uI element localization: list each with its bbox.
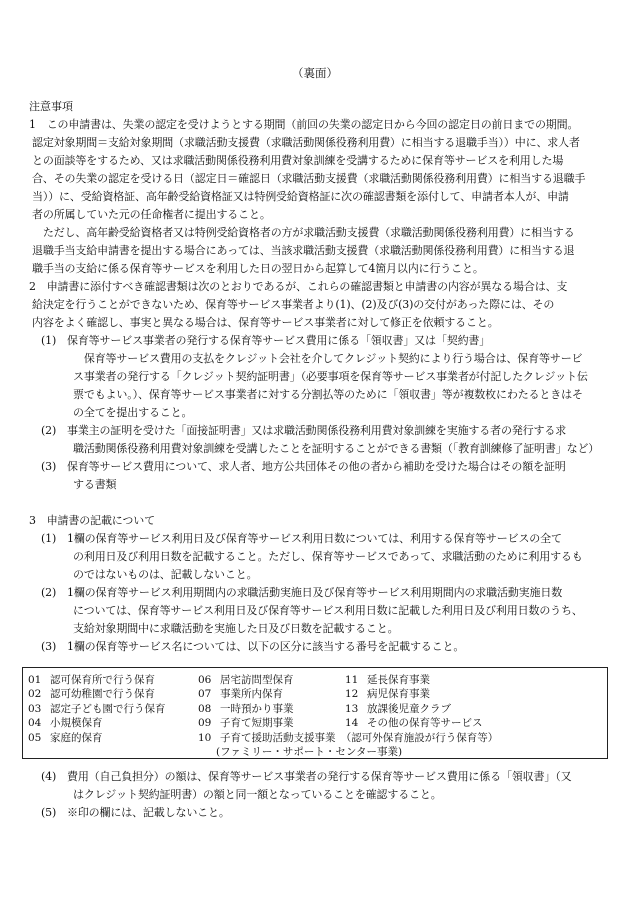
item3-sub2-line: 支給対象期間中に求職活動を実施した日及び日数を記載すること。 xyxy=(73,622,399,635)
page-title: （裏面） xyxy=(292,66,338,80)
note-item-2 xyxy=(29,278,609,494)
notes-heading-block xyxy=(29,98,609,116)
item3-sub3-line: (3) 1欄の保育等サービス名については、以下の区分に該当する番号を記載すること。 xyxy=(41,640,465,653)
service-entry: 12 病児保育事業 xyxy=(345,688,430,701)
item1-line: 職手当の支給に係る保育等サービスを利用した日の翌日から起算して4箇月以内に行うこと。 xyxy=(32,262,484,275)
notes-heading: 注意事項 xyxy=(29,100,73,113)
service-entry: 11 延長保育事業 xyxy=(345,674,430,686)
service-entry: 08 一時預かり事業 xyxy=(198,702,294,715)
item3-sub1-line: の利用日及び利用日数を記載すること。ただし、保育等サービスであって、求職活動のために利用するも xyxy=(73,550,583,563)
item3-sub1-line: (1) 1欄の保育等サービス利用日及び保育等サービス利用日数については、利用する保育等サービスの全て xyxy=(41,532,562,545)
item2-sub1-line: ス事業者の発行する「クレジット契約証明書」（必要事項を保育等サービス事業者が付記したクレジット伝 xyxy=(73,370,588,383)
item3-sub4-line: はクレジット契約証明書）の額と同一額となっていることを確認すること。 xyxy=(73,788,442,801)
service-column-1 xyxy=(28,673,166,745)
item2-line: 内容をよく確認し、事実と異なる場合は、保育等サービス事業者に対して修正を依頼すること。 xyxy=(32,316,499,329)
service-entry-note: (ファミリー・サポート・センター事業) xyxy=(216,746,403,759)
note-item-3 xyxy=(29,512,609,656)
service-category-box xyxy=(22,667,608,759)
service-entry: 01 認可保育所で行う保育 xyxy=(28,674,155,686)
note-item-1 xyxy=(29,116,609,278)
item3-sub1-line: のではないものは、記載しないこと。 xyxy=(73,568,258,581)
service-entry: 05 家庭的保育 xyxy=(28,731,103,744)
item3-sub4-line: (4) 費用（自己負担分）の額は、保育等サービス事業者の発行する保育等サービス費用に係る「領収書」（又 xyxy=(41,770,572,783)
item2-line: 2 申請書に添付すべき確認書類は次のとおりであるが、これらの確認書類と申請書の内容が異なる場合は、支 xyxy=(29,280,568,293)
item2-sub1-line: 保育等サービス費用の支払をクレジット会社を介してクレジット契約により行う場合は、保育等サービ xyxy=(73,352,583,365)
service-entry: 06 居宅訪問型保育 xyxy=(198,674,294,686)
item2-sub2-line: 職活動関係役務利用費対象訓練を受講したことを証明することができる書類（「教育訓練修了証明書」など） xyxy=(73,442,600,455)
item1-line: 者の所属していた元の任命権者に提出すること。 xyxy=(32,208,271,221)
service-entry: 14 その他の保育等サービス xyxy=(345,717,483,730)
service-entry: 02 認可幼稚園で行う保育 xyxy=(28,688,155,701)
item1-line: 認定対象期間＝支給対象期間（求職活動支援費（求職活動関係役務利用費）に相当する退職手当））中に、求人者 xyxy=(32,136,580,149)
item3-heading: 3 申請書の記載について xyxy=(29,514,155,527)
item2-sub3-line: する書類 xyxy=(73,478,117,491)
item3-sub5-line: (5) ※印の欄には、記載しないこと。 xyxy=(41,806,230,819)
service-entry: 09 子育て短期事業 xyxy=(198,717,294,730)
item1-line: との面談等をするため、又は求職活動関係役務利用費対象訓練を受講するために保育等サービスを利用した場 xyxy=(32,154,564,167)
item1-line: 1 この申請書は、失業の認定を受けようとする期間（前回の失業の認定日から今回の認定日の前日までの期間。 xyxy=(29,118,579,131)
service-entry: 07 事業所内保育 xyxy=(198,688,283,701)
item3-sub2-line: (2) 1欄の保育等サービス利用期間内の求職活動実施日及び保育等サービス利用期間内の求職活動実施日数 xyxy=(41,586,563,599)
item1-line: ただし、高年齢受給資格者又は特例受給資格者の方が求職活動支援費（求職活動関係役務利用費）に相当する xyxy=(32,226,575,239)
service-entry: 10 子育て援助活動支援事業 （認可外保育施設が行う保育等） xyxy=(198,731,499,744)
item1-line: 退職手当支給申請書を提出する場合にあっては、当該求職活動支援費（求職活動関係役務利用費）に相当する退 xyxy=(32,244,575,257)
item2-sub2-line: (2) 事業主の証明を受けた「面接証明書」又は求職活動関係役務利用費対象訓練を実施する者の発行する求 xyxy=(41,424,567,437)
item2-sub1-line: (1) 保育等サービス事業者の発行する保育等サービス費用に係る「領収書」又は「契約書」 xyxy=(41,334,491,347)
item2-sub1-line: の全てを提出すること。 xyxy=(73,406,193,419)
service-entry: 04 小規模保育 xyxy=(28,717,103,730)
item1-line: 合、その失業の認定を受ける日（認定日＝確認日（求職活動支援費（求職活動関係役務利用費）に相当する退職手 xyxy=(32,172,586,185)
item1-line: 当））に、受給資格証、高年齢受給資格証又は特例受給資格証に次の確認書類を添付して、申請者本人が、申請 xyxy=(32,190,569,203)
item2-sub3-line: (3) 保育等サービス費用について、求人者、地方公共団体その他の者から補助を受けた場合はその額を証明 xyxy=(41,460,566,473)
item2-sub1-line: 票でもよい。）、保育等サービス事業者に対する分割払等のために「領収書」等が複数枚にわたるときはそ xyxy=(73,388,583,401)
service-entry: 13 放課後児童クラブ xyxy=(345,702,451,715)
item3-sub2-line: については、保育等サービス利用日及び保育等サービス利用日数に記載した利用日及び利用日数のうち、 xyxy=(73,604,583,617)
item2-line: 給決定を行うことができないため、保育等サービス事業者より(1)、(2)及び(3)の交付があった際には、その xyxy=(32,298,555,311)
service-entry: 03 認定子ども園で行う保育 xyxy=(28,702,166,715)
note-item-3-continued xyxy=(29,768,609,822)
service-column-3 xyxy=(345,673,483,731)
